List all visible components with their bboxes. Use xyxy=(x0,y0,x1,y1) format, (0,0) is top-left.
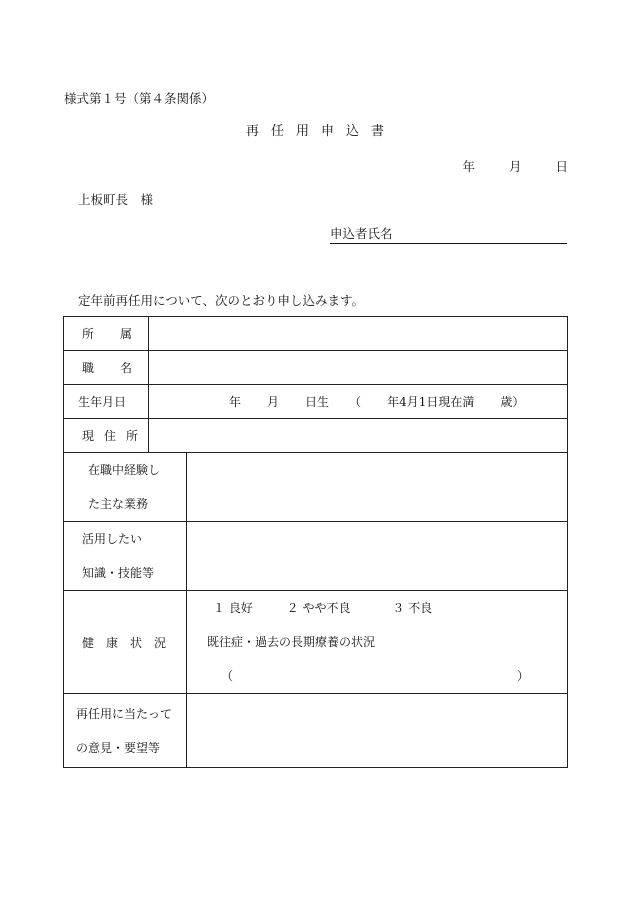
field-address[interactable] xyxy=(149,419,568,453)
birth-age: 歳） xyxy=(500,395,525,409)
birth-year: 年 xyxy=(229,395,242,409)
date-month: 月 xyxy=(508,159,522,174)
title-char: 再 xyxy=(245,124,259,139)
row-birthdate xyxy=(64,385,568,419)
application-form-table xyxy=(63,316,568,768)
label-address: 現 住 所 xyxy=(64,419,149,453)
birth-month: 月 xyxy=(267,395,280,409)
form-id: 様式第１号（第４条関係） xyxy=(64,91,215,106)
date-year: 年 xyxy=(462,159,475,174)
label-experience: 在職中経験し た主な業務 xyxy=(64,453,187,522)
intro-text: 定年前再任用について、次のとおり申し込みます。 xyxy=(78,293,365,308)
row-position xyxy=(64,351,568,385)
health-option-fair[interactable]: ２ やや不良 xyxy=(286,601,351,615)
title-char: 用 xyxy=(295,124,309,139)
label-knowledge: 活用したい 知識・技能等 xyxy=(64,522,187,591)
field-knowledge[interactable] xyxy=(187,522,568,591)
row-knowledge xyxy=(64,522,568,591)
field-opinion[interactable] xyxy=(187,694,568,768)
row-experience xyxy=(64,453,568,522)
applicant-name-field[interactable] xyxy=(330,224,567,244)
field-birthdate[interactable] xyxy=(149,385,568,419)
date-day: 日 xyxy=(555,159,568,174)
field-experience[interactable] xyxy=(187,453,568,522)
row-opinion xyxy=(64,694,568,768)
document-title xyxy=(0,120,630,139)
field-health[interactable] xyxy=(187,591,568,694)
health-options xyxy=(207,591,567,625)
label-opinion: 再任用に当たって の意見・要望等 xyxy=(64,694,187,768)
label-birthdate: 生年月日 xyxy=(64,385,149,419)
label-position: 職 名 xyxy=(64,351,149,385)
health-option-poor[interactable]: ３ 不良 xyxy=(392,601,433,615)
label-health: 健 康 状 況 xyxy=(64,591,187,694)
row-address xyxy=(64,419,568,453)
health-option-good[interactable]: １ 良好 xyxy=(213,601,253,615)
addressee: 上板町長 様 xyxy=(78,192,154,207)
title-char: 申 xyxy=(321,124,335,139)
title-char: 任 xyxy=(270,124,284,139)
birth-open-paren: （ xyxy=(349,395,362,409)
birth-as-of: 年4月1日現在満 xyxy=(387,395,475,409)
label-affiliation: 所 属 xyxy=(64,317,149,351)
birth-day: 日生 xyxy=(305,395,330,409)
health-history-label: 既往症・過去の長期療養の状況 xyxy=(207,635,376,649)
applicant-name-label: 申込者氏名 xyxy=(330,226,393,241)
health-history-field[interactable]: （ ） xyxy=(221,669,529,683)
title-char: 込 xyxy=(346,124,360,139)
row-health xyxy=(64,591,568,694)
field-affiliation[interactable] xyxy=(149,317,568,351)
title-char: 書 xyxy=(371,124,385,139)
field-position[interactable] xyxy=(149,351,568,385)
row-affiliation xyxy=(64,317,568,351)
date-line xyxy=(436,157,568,175)
